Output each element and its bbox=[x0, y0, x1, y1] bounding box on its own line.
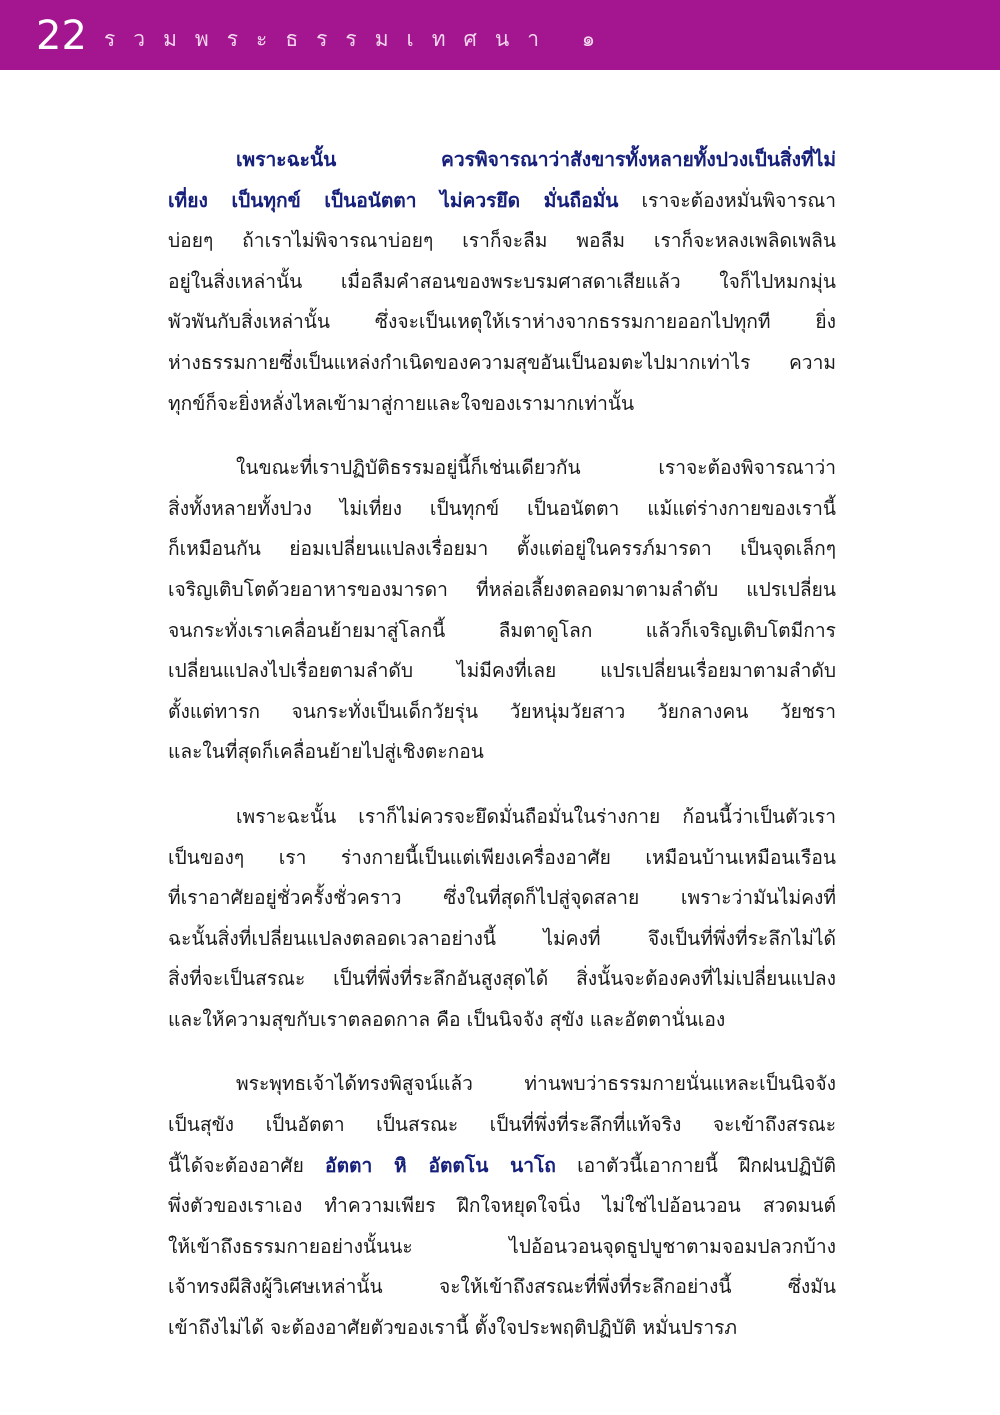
text-line bbox=[168, 529, 836, 570]
header-bar bbox=[0, 0, 1000, 70]
text-line bbox=[168, 181, 836, 222]
page-body bbox=[168, 140, 836, 1373]
body-text: สิ่งทั้งหลายทั้งปวง ไม่เที่ยง เป็นทุกข์ เป็นอนัตตา แม้แต่ร่างกายของเรานี้ bbox=[168, 496, 836, 520]
body-text: นี้ได้จะต้องอาศัย bbox=[168, 1153, 326, 1177]
paragraph bbox=[168, 797, 836, 1041]
body-text: ตั้งแต่ทารก จนกระทั่งเป็นเด็กวัยรุ่น วัยหนุ่มวัยสาว วัยกลางคน วัยชรา bbox=[168, 699, 836, 723]
text-line bbox=[168, 732, 836, 773]
text-line bbox=[168, 1000, 836, 1041]
text-line bbox=[168, 489, 836, 530]
text-line bbox=[168, 343, 836, 384]
body-text: อยู่ในสิ่งเหล่านั้น เมื่อลืมคำสอนของพระบรมศาสดาเสียแล้ว ใจก็ไปหมกมุ่น bbox=[168, 269, 836, 293]
body-text: และให้ความสุขกับเราตลอดกาล คือ เป็นนิจจัง สุขัง และอัตตานั่นเอง bbox=[168, 1007, 726, 1031]
text-line bbox=[168, 959, 836, 1000]
body-text: ในขณะที่เราปฏิบัติธรรมอยู่นี้ก็เช่นเดียวกัน เราจะต้องพิจารณาว่า bbox=[236, 456, 836, 480]
text-line bbox=[168, 838, 836, 879]
body-text: เข้าถึงไม่ได้ จะต้องอาศัยตัวของเรานี้ ตั้งใจประพฤติปฏิบัติ หมั่นปรารภ bbox=[168, 1316, 738, 1340]
body-text: เจ้าทรงผีสิงผู้วิเศษเหล่านั้น จะให้เข้าถึงสรณะที่พึ่งที่ระลึกอย่างนี้ ซึ่งมัน bbox=[168, 1275, 836, 1299]
emphasis-text: เพราะฉะนั้น ควรพิจารณาว่าสังขารทั้งหลายทั้งปวงเป็นสิ่งที่ไม่ bbox=[236, 148, 836, 171]
body-text: ให้เข้าถึงธรรมกายอย่างนั้นนะ ไปอ้อนวอนจุดธูปบูชาตามจอมปลวกบ้าง bbox=[168, 1234, 836, 1258]
text-line bbox=[168, 384, 836, 425]
text-line bbox=[168, 140, 836, 181]
text-line bbox=[168, 1146, 836, 1187]
text-line bbox=[168, 1308, 836, 1349]
text-line bbox=[168, 448, 836, 489]
body-text: พัวพันกับสิ่งเหล่านั้น ซึ่งจะเป็นเหตุให้เราห่างจากธรรมกายออกไปทุกที ยิ่ง bbox=[168, 310, 836, 334]
text-line bbox=[168, 1064, 836, 1105]
body-text: พึ่งตัวของเราเอง ทำความเพียร ฝึกใจหยุดใจนิ่ง ไม่ใช่ไปอ้อนวอน สวดมนต์ bbox=[168, 1194, 836, 1218]
body-text: เพราะฉะนั้น เราก็ไม่ควรจะยึดมั่นถือมั่นในร่างกาย ก้อนนี้ว่าเป็นตัวเรา bbox=[236, 804, 836, 828]
body-text: บ่อยๆ ถ้าเราไม่พิจารณาบ่อยๆ เราก็จะลืม พอลืม เราก็จะหลงเพลิดเพลิน bbox=[168, 229, 836, 253]
text-line bbox=[168, 302, 836, 343]
body-text: ที่เราอาศัยอยู่ชั่วครั้งชั่วคราว ซึ่งในที่สุดก็ไปสู่จุดสลาย เพราะว่ามันไม่คงที่ bbox=[168, 886, 836, 910]
body-text: สิ่งที่จะเป็นสรณะ เป็นที่พึ่งที่ระลึกอันสูงสุดได้ สิ่งนั้นจะต้องคงที่ไม่เปลี่ยนแปลง bbox=[168, 967, 836, 991]
page-number: 22 bbox=[36, 13, 87, 59]
text-line bbox=[168, 221, 836, 262]
text-line bbox=[168, 651, 836, 692]
body-text: จนกระทั่งเราเคลื่อนย้ายมาสู่โลกนี้ ลืมตาดูโลก แล้วก็เจริญเติบโตมีการ bbox=[168, 618, 836, 642]
text-line bbox=[168, 797, 836, 838]
body-text: และในที่สุดก็เคลื่อนย้ายไปสู่เชิงตะกอน bbox=[168, 740, 484, 764]
text-line bbox=[168, 570, 836, 611]
body-text: เปลี่ยนแปลงไปเรื่อยตามลำดับ ไม่มีคงที่เลย แปรเปลี่ยนเรื่อยมาตามลำดับ bbox=[168, 659, 836, 683]
text-line bbox=[168, 1267, 836, 1308]
body-text: เป็นของๆ เรา ร่างกายนี้เป็นแต่เพียงเครื่องอาศัย เหมือนบ้านเหมือนเรือน bbox=[168, 845, 836, 869]
paragraph bbox=[168, 1064, 836, 1348]
body-text: เราจะต้องหมั่นพิจารณา bbox=[618, 188, 836, 212]
body-text: ก็เหมือนกัน ย่อมเปลี่ยนแปลงเรื่อยมา ตั้งแต่อยู่ในครรภ์มารดา เป็นจุดเล็กๆ bbox=[168, 537, 836, 561]
paragraph bbox=[168, 448, 836, 773]
emphasis-text: เที่ยง เป็นทุกข์ เป็นอนัตตา ไม่ควรยึด มั่นถือมั่น bbox=[168, 188, 619, 212]
paragraph bbox=[168, 140, 836, 424]
body-text: ห่างธรรมกายซึ่งเป็นแหล่งกำเนิดของความสุขอันเป็นอมตะไปมากเท่าไร ความ bbox=[168, 350, 836, 374]
text-line bbox=[168, 262, 836, 303]
text-line bbox=[168, 1227, 836, 1268]
text-line bbox=[168, 1186, 836, 1227]
body-text: ฉะนั้นสิ่งที่เปลี่ยนแปลงตลอดเวลาอย่างนี้ ไม่คงที่ จึงเป็นที่พึ่งที่ระลึกไม่ได้ bbox=[168, 926, 836, 950]
body-text: เป็นสุขัง เป็นอัตตา เป็นสรณะ เป็นที่พึ่งที่ระลึกที่แท้จริง จะเข้าถึงสรณะ bbox=[168, 1113, 836, 1137]
text-line bbox=[168, 919, 836, 960]
text-line bbox=[168, 1105, 836, 1146]
body-text: ทุกข์ก็จะยิ่งหลั่งไหลเข้ามาสู่กายและใจของเรามากเท่านั้น bbox=[168, 391, 635, 415]
text-line bbox=[168, 692, 836, 733]
body-text: พระพุทธเจ้าได้ทรงพิสูจน์แล้ว ท่านพบว่าธรรมกายนั่นแหละเป็นนิจจัง bbox=[236, 1072, 836, 1096]
text-line bbox=[168, 611, 836, 652]
body-text: เจริญเติบโตด้วยอาหารของมารดา ที่หล่อเลี้ยงตลอดมาตามลำดับ แปรเปลี่ยน bbox=[168, 577, 836, 601]
body-text: เอาตัวนี้เอากายนี้ ฝึกฝนปฏิบัติ bbox=[555, 1153, 837, 1177]
text-line bbox=[168, 878, 836, 919]
emphasis-text: อัตตา หิ อัตตโน นาโถ bbox=[325, 1153, 556, 1177]
running-title: รวมพระธรรมเทศนา ๑ bbox=[104, 27, 614, 51]
